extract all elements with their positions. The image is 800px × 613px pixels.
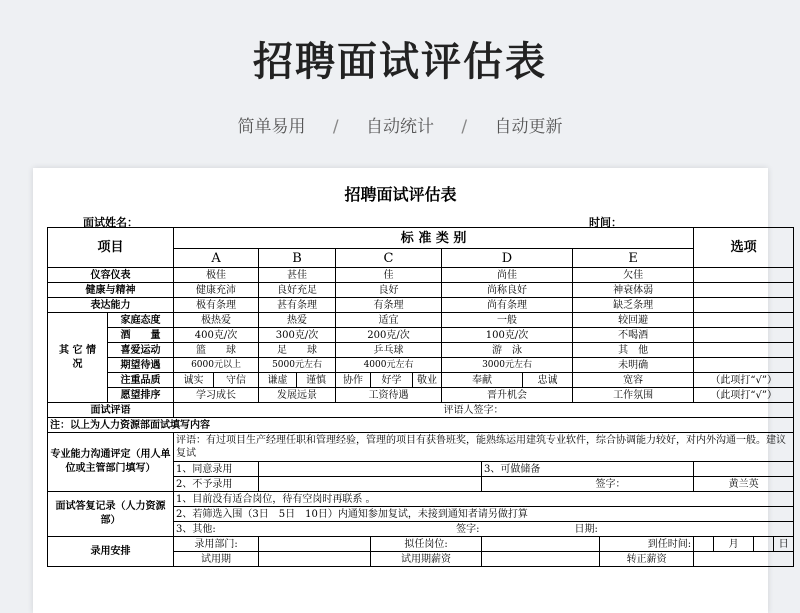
hire-month-label: 月 [714,537,754,552]
hire-day-label: 日 [774,537,794,552]
pro-option-1-mark[interactable] [259,462,482,477]
reply-1: 1、目前没有适合岗位，待有空岗时再联系 。 [174,492,794,507]
reply-2: 2、若筛选入围（3日 5日 10日）内通知参加复试，未接到通知者请另做打算 [174,507,794,522]
comment-field[interactable] [174,403,442,418]
table-row: 酒 量 400克/次 300克/次 200克/次 100克/次 不喝酒 [48,328,794,343]
probation-salary-field[interactable] [482,552,600,567]
pro-comment: 评语：有过项目生产经理任职和管理经验，管理的项目有获鲁班奖，能熟练运用建筑专业软件，综合协调能力较好，对内外沟通一般。建议复试 [174,433,794,462]
tag-easy: 简单易用 [237,117,306,137]
hire-post-field[interactable] [482,537,600,552]
time-label: 时间： [589,216,622,229]
hire-day-field[interactable] [754,537,774,552]
reply-3: 3、其他: [174,522,336,537]
option-header: 选项 [694,228,794,268]
grade-b: B [259,249,336,268]
quality-row: 注重品质 诚实 守信 谦虚 谨慎 协作 好学 敬业 奉献 忠诚 宽容 （此项打“√”） [48,373,794,388]
table-row: 健康与精神 健康充沛 良好充足 良好 尚称良好 神衰体弱 [48,283,794,298]
pro-option-3-mark[interactable] [694,462,794,477]
document-title: 招聘面试评估表 [344,185,457,204]
reviewer-sign-label: 评语人签字： [442,403,794,418]
hire-dept-label: 录用部门: [174,537,259,552]
hire-date-label: 到任时间: [600,537,694,552]
reply-row [48,492,794,507]
wish-option: （此项打“√”） [694,388,794,403]
grade-d: D [442,249,573,268]
pro-option-2-mark[interactable] [259,477,482,492]
hire-label: 录用安排 [48,537,174,567]
probation-field[interactable] [259,552,371,567]
hero-tagline [0,112,800,137]
pro-eval-label: 专业能力沟通评定（用人单位或主管部门填写） [48,433,174,492]
form-document [33,168,789,613]
pro-comment-row [48,433,794,462]
grade-a: A [174,249,259,268]
hire-date-field[interactable] [694,537,714,552]
pro-option-2: 2、不予录用 [174,477,259,492]
probation-label: 试用期 [174,552,259,567]
tag-auto-stat: 自动统计 [366,117,434,137]
comment-row: 面试评语 评语人签字： [48,403,794,418]
regular-salary-field[interactable] [694,552,794,567]
note-row [48,418,794,433]
table-row: 期望待遇 6000元以上 5000元左右 4000元左右 3000元左右 未明确 [48,358,794,373]
grade-e: E [573,249,694,268]
wish-row: 愿望排序 学习成长 发展远景 工资待遇 晋升机会 工作氛围 （此项打“√”） [48,388,794,403]
hire-row [48,537,794,552]
standard-header: 标 准 类 别 [174,228,694,249]
tag-separator: / [461,117,468,137]
name-label: 面试姓名： [83,216,138,229]
tag-separator: / [332,117,339,137]
hero-title: 招聘面试评估表 [253,39,547,85]
pro-option-1: 1、同意录用 [174,462,259,477]
hire-post-label: 拟任岗位: [371,537,482,552]
other-situation-label: 其 它 情 况 [48,313,108,403]
table-row: 喜爱运动 篮 球 足 球 乒乓球 游 泳 其 他 [48,343,794,358]
item-header: 项目 [48,228,174,268]
pro-sign-name: 黄兰英 [694,477,794,492]
table-row: 其 它 情 况 家庭态度 极热爱 热爱 适宜 一般 较回避 [48,313,794,328]
probation-salary-label: 试用期薪资 [371,552,482,567]
hr-note: 注：以上为人力资源部面试填写内容 [48,418,794,433]
pro-sign-label: 签字： [482,477,628,492]
table-row: 仪容仪表 极佳 甚佳 佳 尚佳 欠佳 [48,268,794,283]
evaluation-table [47,227,794,567]
reply-label: 面试答复记录（人力资源部） [48,492,174,537]
hire-dept-field[interactable] [259,537,371,552]
grade-c: C [336,249,442,268]
tag-auto-update: 自动更新 [494,117,563,137]
reply-date-label: 日期: [573,522,794,537]
regular-salary-label: 转正薪资 [600,552,694,567]
table-row: 表达能力 极有条理 甚有条理 有条理 尚有条理 缺乏条理 [48,298,794,313]
pro-option-3: 3、可做储备 [482,462,694,477]
reply-sign-label: 签字: [336,522,482,537]
quality-option: （此项打“√”） [694,373,794,388]
